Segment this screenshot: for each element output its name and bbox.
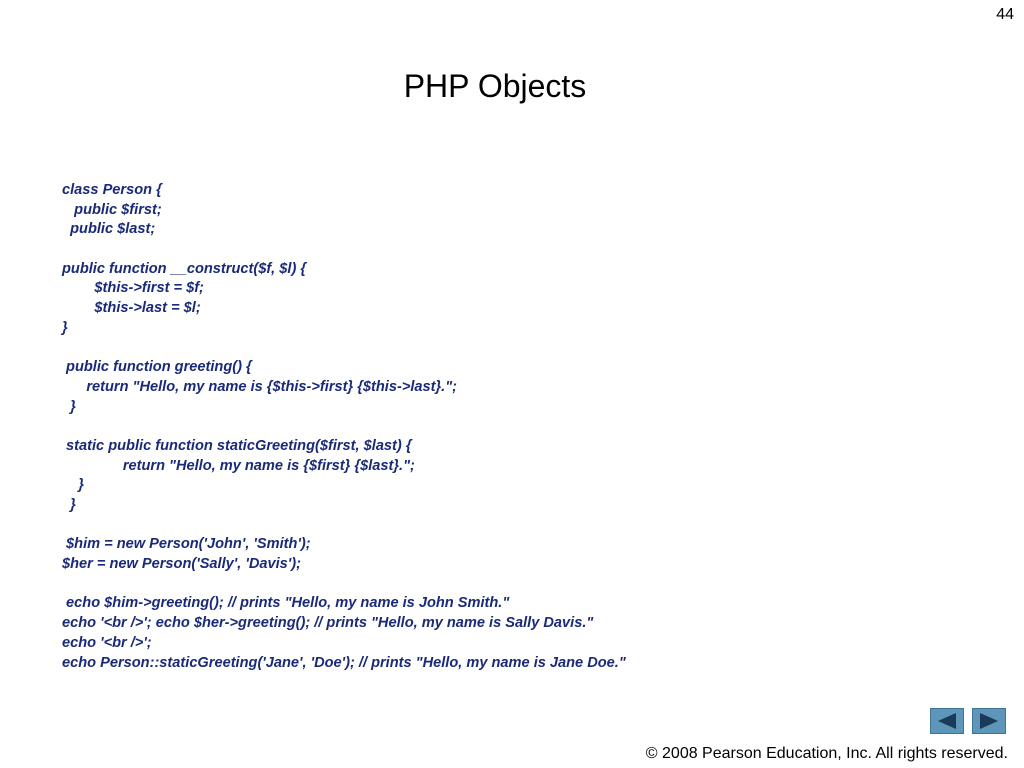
code-line: $him = new Person('John', 'Smith'); (62, 536, 311, 553)
copyright-footer: © 2008 Pearson Education, Inc. All rights reserved. (645, 745, 1008, 762)
code-line: } (62, 477, 84, 494)
slide-navigation (930, 708, 1006, 734)
code-line: public function __construct($f, $l) { (62, 260, 307, 277)
previous-slide-button[interactable] (930, 708, 964, 734)
code-line: } (62, 319, 68, 336)
triangle-right-icon (978, 712, 1000, 730)
code-line: echo '<br />'; echo $her->greeting(); // prints "Hello, my name is Sally Davis." (62, 615, 594, 632)
code-line: $this->last = $l; (62, 300, 201, 317)
code-line (62, 240, 626, 260)
triangle-left-icon (936, 712, 958, 730)
code-line: return "Hello, my name is {$first} {$last}."; (62, 457, 415, 474)
code-block (62, 181, 626, 673)
slide-title: PHP Objects (403, 68, 587, 104)
code-line (62, 575, 626, 595)
next-slide-button[interactable] (972, 708, 1006, 734)
code-line: } (62, 398, 76, 415)
code-line: return "Hello, my name is {$this->first} {$this->last}."; (62, 378, 458, 395)
code-line (62, 339, 626, 359)
code-line (62, 516, 626, 536)
code-line: echo Person::staticGreeting('Jane', 'Doe'); // prints "Hello, my name is Jane Doe." (62, 654, 626, 671)
code-line: public function greeting() { (62, 359, 252, 376)
code-line: public $first; (62, 201, 162, 218)
code-line: class Person { (62, 182, 162, 198)
code-line: $this->first = $f; (62, 280, 204, 297)
code-line: echo $him->greeting(); // prints "Hello, my name is John Smith." (62, 595, 510, 612)
code-line (62, 417, 626, 437)
code-line: static public function staticGreeting($first, $last) { (62, 437, 412, 454)
code-line: $her = new Person('Sally', 'Davis'); (62, 556, 301, 573)
page-number: 44 (996, 6, 1014, 23)
code-line: public $last; (62, 221, 156, 238)
code-line: echo '<br />'; (62, 634, 152, 651)
code-line: } (62, 497, 76, 513)
